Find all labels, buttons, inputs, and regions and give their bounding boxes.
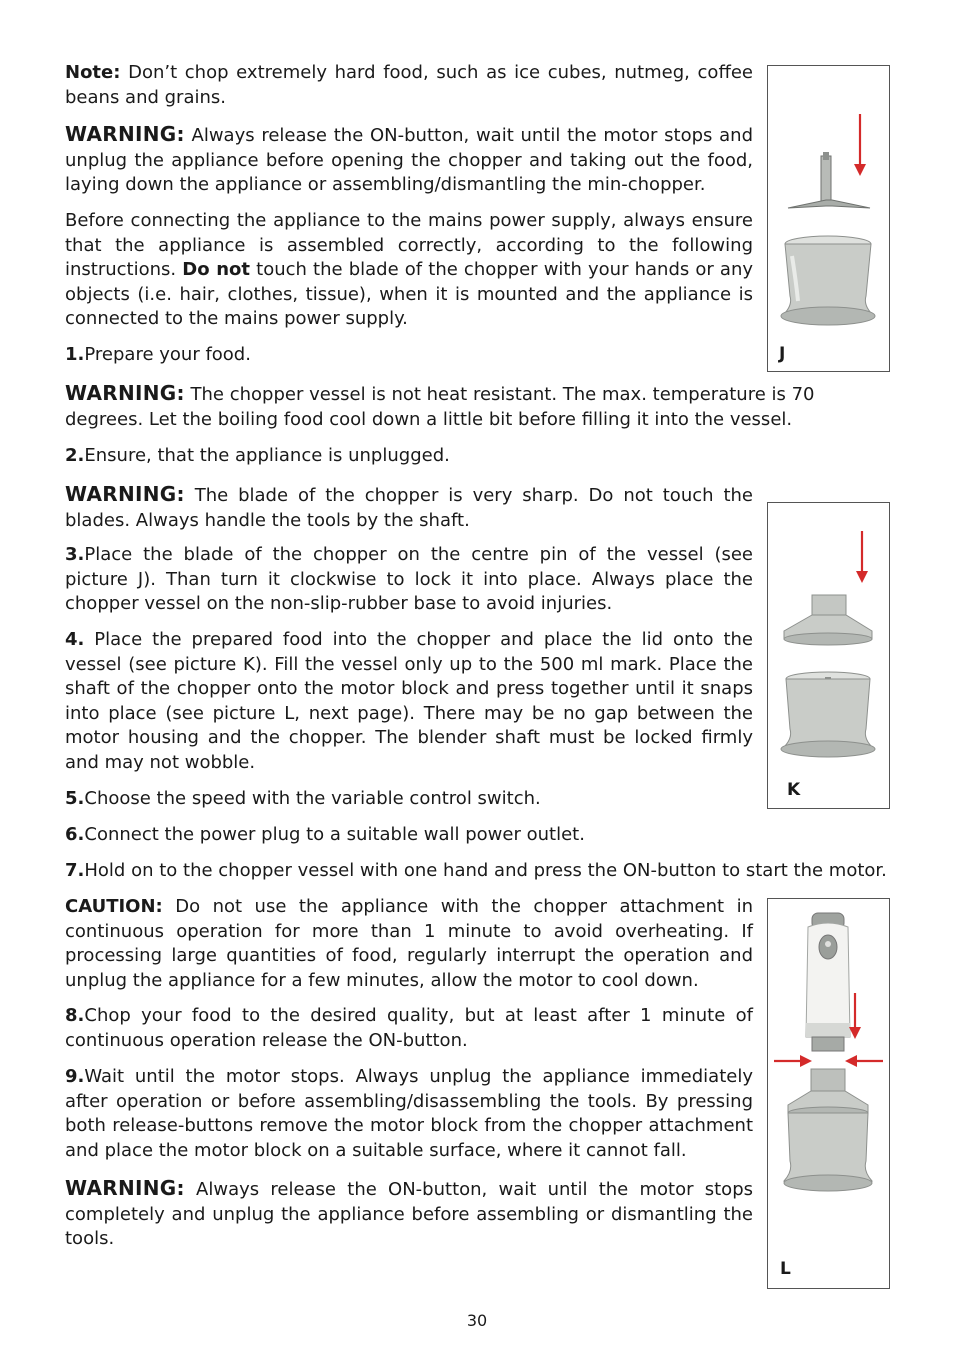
intro-text-b: touch the blade of the chopper with your hands or any objects (i.e. hair, clothes, tissue), when it is mounted and the appliance is connected to the mains power supply. [65, 259, 754, 330]
step-7-text: Hold on to the chopper vessel with one hand and press the ON-button to start the motor. [84, 860, 887, 881]
warning-label-3: WARNING: [65, 482, 185, 506]
step-1-number: 1. [65, 344, 85, 365]
step-6-text: Connect the power plug to a suitable wall power outlet. [84, 824, 585, 845]
step-3 [65, 543, 753, 617]
step-2-number: 2. [65, 445, 85, 466]
warning-paragraph-2 [65, 381, 895, 432]
page-number: 30 [466, 1311, 488, 1330]
step-9 [65, 1065, 753, 1163]
figure-l-illustration [768, 899, 889, 1288]
step-3-number: 3. [65, 544, 85, 565]
step-7 [65, 859, 895, 884]
caution-label: CAUTION: [65, 896, 163, 917]
step-2-text: Ensure, that the appliance is unplugged. [84, 445, 450, 466]
figure-k-label: K [787, 780, 801, 800]
note-text: Don’t chop extremely hard food, such as ice cubes, nutmeg, coffee beans and grains. [65, 62, 753, 108]
intro-paragraph [65, 209, 753, 332]
warning-label-2: WARNING: [65, 381, 185, 405]
warning-label-4: WARNING: [65, 1176, 185, 1200]
step-6 [65, 823, 895, 848]
note-paragraph [65, 61, 753, 110]
warning-paragraph-1 [65, 122, 753, 198]
step-5 [65, 787, 753, 812]
caution-text: Do not use the appliance with the chopper attachment in continuous operation for more than 1 minute to avoid overheating. If processing large quantities of food, regularly interrupt the operation and unplug the appliance for a few minutes, allow the motor to cool down. [65, 896, 753, 991]
step-4-text: Place the prepared food into the chopper and place the lid onto the vessel (see picture K). Fill the vessel only up to the 500 ml mark. Place the shaft of the chopper onto the motor block and press together until it snaps into place (see picture L, next page). There may be no gap between the motor housing and the chopper. The blender shaft must be locked firmly and may not wobble. [65, 629, 753, 773]
motor-coupling [812, 1037, 844, 1051]
step-7-number: 7. [65, 860, 85, 881]
chopper-vessel [782, 679, 874, 749]
warning-label-1: WARNING: [65, 122, 185, 146]
step-3-text: Place the blade of the chopper on the centre pin of the vessel (see picture J). Than turn it clockwise to lock it into place. Always place the chopper vessel on the non-slip-rubber base to avoid injuries. [65, 544, 753, 615]
step-4-number: 4. [65, 629, 85, 650]
note-label: Note: [65, 62, 121, 83]
figure-j [767, 65, 890, 372]
figure-l [767, 898, 890, 1289]
warning-text-2: The chopper vessel is not heat resistant. The max. temperature is 70 degrees. Let the boiling food cool down a little bit before filling it into the vessel. [65, 384, 815, 430]
step-8-text: Chop your food to the desired quality, but at least after 1 minute of continuous operation release the ON-button. [65, 1005, 753, 1051]
figure-j-illustration [768, 66, 889, 371]
step-8-number: 8. [65, 1005, 85, 1026]
intro-text-a: Before connecting the appliance to the mains power supply, always ensure that the appliance is assembled correctly, according to the following instructions. [65, 210, 753, 281]
warning-paragraph-3 [65, 482, 753, 533]
step-4 [65, 628, 753, 776]
warning-text-3: The blade of the chopper is very sharp. Do not touch the blades. Always handle the tools by the shaft. [65, 485, 753, 531]
step-5-number: 5. [65, 788, 85, 809]
step-1 [65, 343, 753, 368]
figure-j-label: J [779, 344, 786, 364]
step-2 [65, 444, 753, 469]
intro-bold: Do not [182, 259, 251, 281]
step-6-number: 6. [65, 824, 85, 845]
warning-text-4: Always release the ON-button, wait until the motor stops completely and unplug the appliance before assembling or dismantling the tools. [65, 1179, 753, 1250]
warning-text-1: Always release the ON-button, wait until the motor stops and unplug the appliance before opening the chopper and taking out the food, laying down the appliance or assembling/dismantling the min-chopper. [65, 125, 753, 196]
figure-k [767, 502, 890, 809]
blade [788, 200, 870, 208]
figure-k-illustration [768, 503, 889, 808]
step-5-text: Choose the speed with the variable control switch. [84, 788, 541, 809]
caution-paragraph [65, 895, 753, 993]
step-1-text: Prepare your food. [84, 344, 251, 365]
step-9-text: Wait until the motor stops. Always unplug the appliance immediately after operation or before assembling/disassembling the tools. By pressing both release-buttons remove the motor block from the chopper attachment and place the motor block on a suitable surface, where it cannot fall. [65, 1066, 753, 1161]
chopper-vessel [784, 1113, 872, 1181]
blade-shaft [821, 156, 831, 206]
step-8 [65, 1004, 753, 1053]
chopper-lid [812, 595, 846, 615]
warning-paragraph-4 [65, 1176, 753, 1252]
figure-l-label: L [780, 1259, 791, 1279]
step-9-number: 9. [65, 1066, 85, 1087]
